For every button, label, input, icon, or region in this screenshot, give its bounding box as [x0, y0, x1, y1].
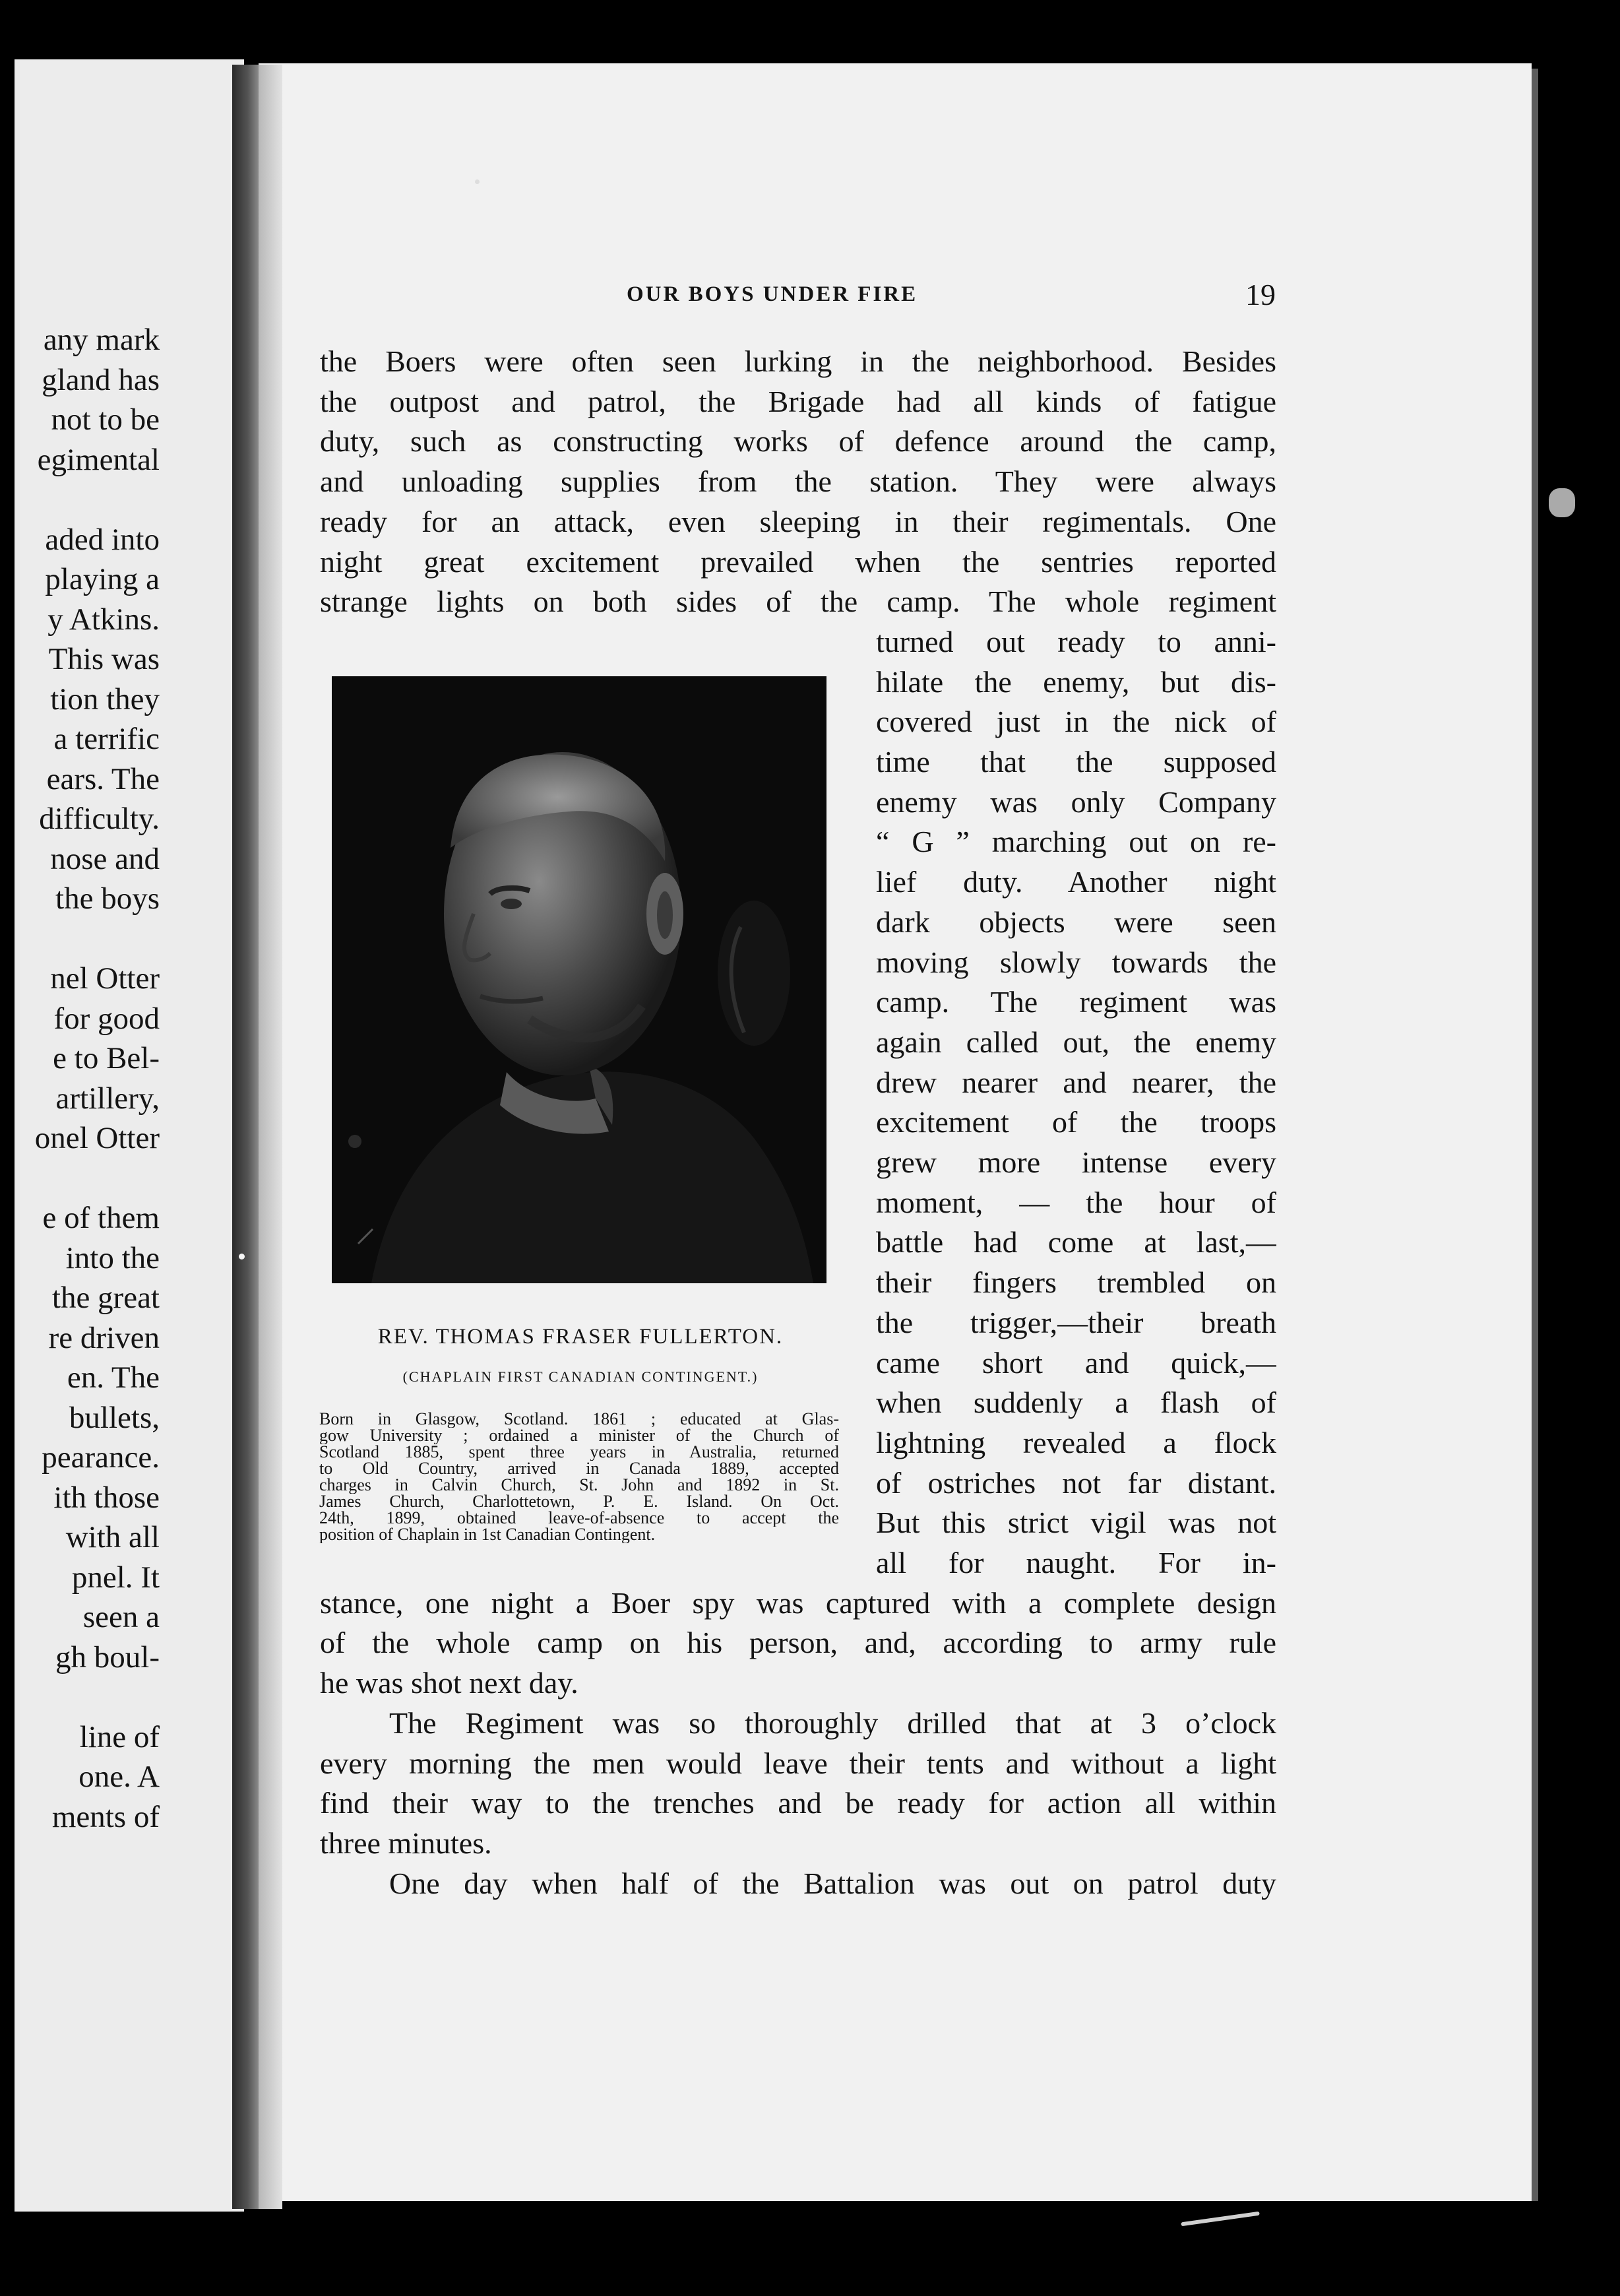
body-line: the outpost and patrol, the Brigade had all kinds of fatigue [320, 384, 1276, 418]
page-edge [1532, 69, 1538, 2201]
body-line: lief duty. Another night [876, 865, 1276, 899]
body-line: the Boers were often seen lurking in the neighborhood. Besides [320, 344, 1276, 378]
body-line: One day when half of the Battalion was out on patrol duty [389, 1866, 1276, 1900]
body-line: moving slowly towards the [876, 945, 1276, 979]
portrait-illustration [332, 676, 826, 1283]
body-line: covered just in the nick of [876, 705, 1276, 739]
left-page-line: This was [48, 642, 160, 676]
left-page-line: re driven [48, 1320, 160, 1355]
body-line: The Regiment was so thoroughly drilled that at 3 o’clock [389, 1706, 1276, 1740]
body-line: enemy was only Company [876, 784, 1276, 819]
left-page-line: artillery, [55, 1081, 160, 1116]
biography-line: gow University ; ordained a minister of the Church of [319, 1427, 839, 1444]
body-line: excitement of the troops [876, 1105, 1276, 1139]
scan-smudge [1549, 488, 1575, 517]
page-number: 19 [1245, 278, 1276, 311]
body-line: dark objects were seen [876, 905, 1276, 939]
body-line: the trigger,—their breath [876, 1305, 1276, 1339]
scan-smudge [1181, 2212, 1260, 2227]
left-page-line: ments of [51, 1799, 160, 1834]
left-page-line: into the [65, 1240, 160, 1275]
body-line: and unloading supplies from the station. They were always [320, 464, 1276, 499]
body-line: strange lights on both sides of the camp. The whole regiment [320, 585, 1276, 619]
body-line: when suddenly a flash of [876, 1386, 1276, 1420]
left-page-line: tion they [50, 682, 160, 717]
biography-line: 24th, 1899, obtained leave-of-absence to accept the [319, 1510, 839, 1527]
left-page-line: ears. The [46, 761, 160, 796]
body-line: turned out ready to anni- [876, 624, 1276, 658]
biography-line: Scotland 1885, spent three years in Australia, returned [319, 1444, 839, 1461]
left-page-line: a terrific [53, 722, 160, 756]
body-line: drew nearer and nearer, the [876, 1065, 1276, 1099]
left-page-line: the great [51, 1281, 160, 1315]
left-page-line: with all [65, 1520, 160, 1554]
left-page-line: for good [53, 1001, 160, 1036]
gutter-shadow [232, 65, 259, 2209]
left-page-line: onel Otter [34, 1121, 160, 1155]
biography-line: Born in Glasgow, Scotland. 1861 ; educated at Glas- [319, 1411, 839, 1428]
body-line: lightning revealed a flock [876, 1425, 1276, 1459]
left-page-line: y Atkins. [47, 602, 160, 637]
body-line: camp. The regiment was [876, 985, 1276, 1019]
body-line: time that the supposed [876, 745, 1276, 779]
left-page-line: nose and [50, 841, 160, 876]
body-line: came short and quick,— [876, 1345, 1276, 1380]
body-line: night great excitement prevailed when the sentries reported [320, 544, 1276, 579]
left-page-line: e to Bel- [53, 1041, 160, 1075]
body-line: all for naught. For in- [876, 1546, 1276, 1579]
left-page-line: not to be [51, 402, 160, 437]
body-line: find their way to the trenches and be ready for action all within [320, 1786, 1276, 1820]
dust-speck [475, 179, 480, 184]
dust-speck [239, 1254, 245, 1260]
left-page-line: aded into [45, 522, 160, 557]
body-line: three minutes. [320, 1826, 492, 1860]
figure-caption-subtitle: (CHAPLAIN FIRST CANADIAN CONTINGENT.) [402, 1368, 759, 1385]
left-page-line: difficulty. [39, 802, 160, 836]
biography-line: to Old Country, arrived in Canada 1889, accepted [319, 1460, 839, 1477]
left-page-line: nel Otter [50, 961, 160, 996]
body-line: grew more intense every [876, 1145, 1276, 1179]
left-page-line: en. The [67, 1360, 160, 1395]
biography-line: charges in Calvin Church, St. John and 1892 in St. [319, 1477, 839, 1494]
biography-line: position of Chaplain in 1st Canadian Contingent. [319, 1526, 656, 1543]
body-line: of ostriches not far distant. [876, 1465, 1276, 1500]
body-line: duty, such as constructing works of defence around the camp, [320, 424, 1276, 459]
figure-caption-name: REV. THOMAS FRASER FULLERTON. [377, 1325, 784, 1349]
body-line: “ G ” marching out on re- [876, 825, 1276, 859]
left-page-line: one. A [78, 1760, 160, 1794]
body-line: he was shot next day. [320, 1666, 578, 1700]
left-page-line: pnel. It [71, 1560, 160, 1595]
body-line: their fingers trembled on [876, 1265, 1276, 1300]
biography-line: James Church, Charlottetown, P. E. Island. On Oct. [319, 1493, 839, 1510]
body-line: But this strict vigil was not [876, 1506, 1276, 1540]
body-line: ready for an attack, even sleeping in their regimentals. One [320, 504, 1276, 538]
body-line: hilate the enemy, but dis- [876, 664, 1276, 699]
left-page-line: pearance. [42, 1440, 160, 1475]
body-line: moment, — the hour of [876, 1185, 1276, 1219]
body-line: again called out, the enemy [876, 1025, 1276, 1059]
left-page-line: line of [79, 1719, 160, 1754]
left-page-line: playing a [45, 562, 160, 596]
left-page-line: ith those [53, 1480, 160, 1515]
body-line: battle had come at last,— [876, 1225, 1276, 1260]
left-page-line: e of them [42, 1201, 160, 1235]
left-facing-page [15, 59, 244, 2212]
left-page-line: bullets, [69, 1400, 160, 1435]
left-page-line: gh boul- [55, 1640, 160, 1674]
running-head: OUR BOYS UNDER FIRE [627, 282, 918, 306]
left-page-line: seen a [82, 1600, 160, 1634]
left-page-line: any mark [43, 323, 160, 357]
left-page-line: egimental [37, 442, 160, 477]
left-page-line: gland has [42, 362, 160, 397]
body-line: of the whole camp on his person, and, according to army rule [320, 1626, 1276, 1660]
body-line: every morning the men would leave their tents and without a light [320, 1746, 1276, 1780]
body-line: stance, one night a Boer spy was captured with a complete design [320, 1585, 1276, 1620]
left-page-line: the boys [55, 881, 160, 916]
gutter-highlight [259, 65, 282, 2209]
portrait-photo [332, 676, 826, 1283]
